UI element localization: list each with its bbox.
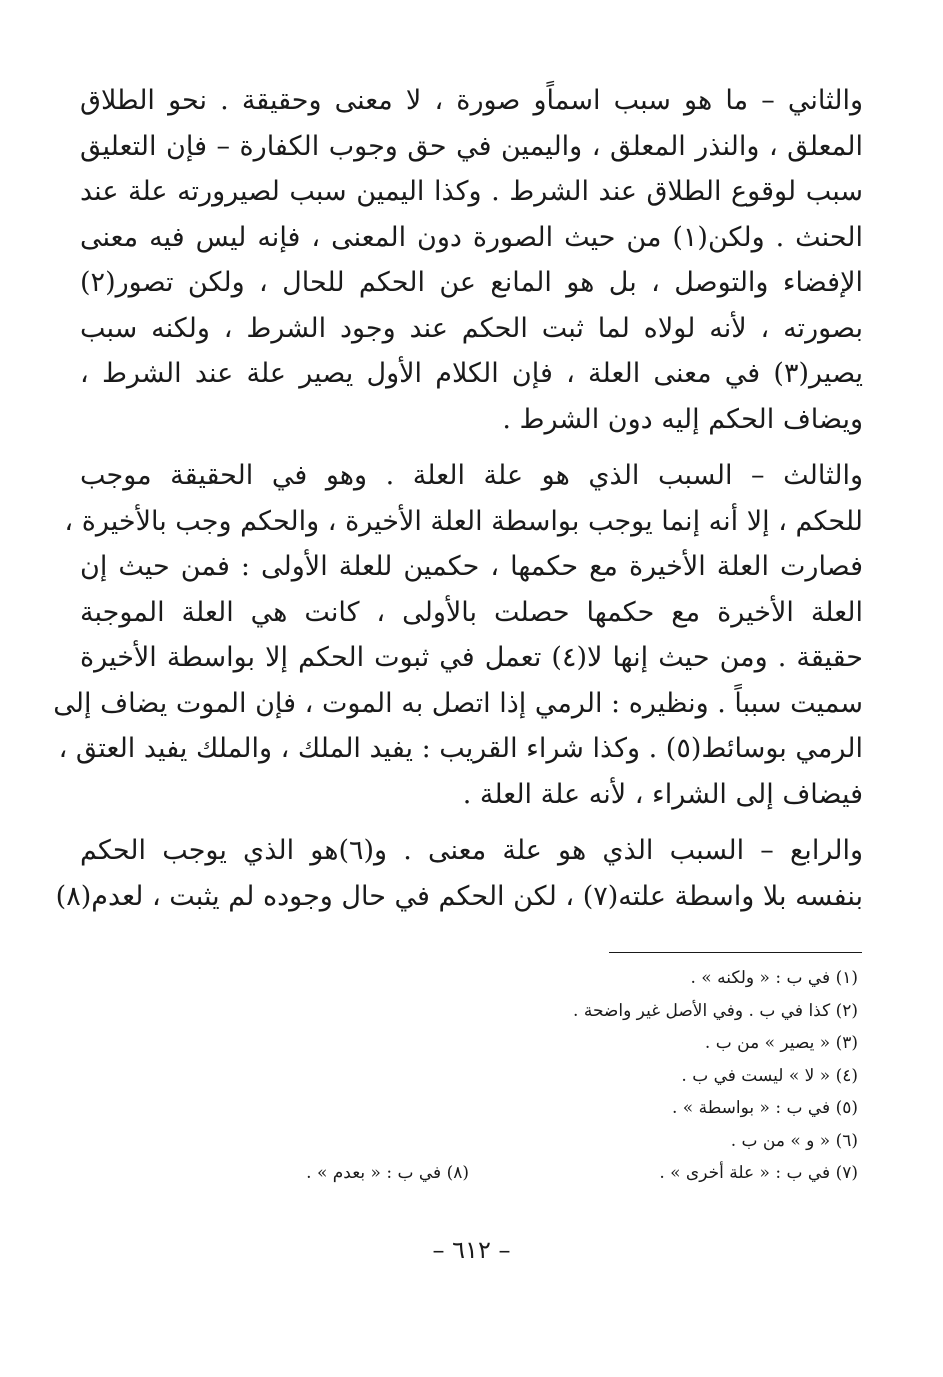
text-line: حقيقة . ومن حيث إنها لا(٤) تعمل في ثبوت الحكم إلا بواسطة الأخيرة — [80, 642, 863, 673]
text-line: الإفضاء والتوصل ، بل هو المانع عن الحكم للحال ، ولكن تصور(٢) — [80, 267, 863, 298]
text-line: سميت سبباً . ونظيره : الرمي إذا اتصل به الموت ، فإن الموت يضاف إلى — [53, 687, 863, 719]
text-line: يصير(٣) في معنى العلة ، فإن الكلام الأول يصير علة عند الشرط ، — [80, 358, 863, 389]
footnote-3: (٣) « يصير » من ب . — [704, 1033, 858, 1053]
footnote-7: (٧) في ب : « علة أخرى » . — [659, 1163, 858, 1183]
paragraph-third-type — [53, 453, 863, 817]
paragraph-second-type — [80, 78, 863, 442]
text-line: العلة الأخيرة مع حكمها حصلت بالأولى ، كانت هي العلة الموجبة — [80, 596, 863, 628]
footnote-1: (١) في ب : « ولكنه » . — [690, 968, 858, 988]
paragraph-spacer — [80, 442, 863, 453]
footnote-row — [80, 1157, 858, 1190]
page-number: – ٦١٢ – — [432, 1236, 511, 1264]
footnote-8: (٨) في ب : « بعدم » . — [306, 1163, 469, 1183]
text-line: بنفسه بلا واسطة علته(٧) ، لكن الحكم في حال وجوده لم يثبت ، لعدم(٨) — [55, 880, 863, 912]
text-line: الحنث . ولكن(١) من حيث الصورة دون المعنى ، فإنه ليس فيه معنى — [80, 221, 863, 253]
footnotes — [80, 962, 858, 1190]
text-line: سبب لوقوع الطلاق عند الشرط . وكذا اليمين سبب لصيرورته علة عند — [80, 176, 863, 207]
text-line: بصورته ، لأنه لولاه لما ثبت الحكم عند وجود الشرط ، ولكنه سبب — [80, 312, 863, 344]
text-line: للحكم ، إلا أنه إنما يوجب بواسطة العلة الأخيرة ، والحكم وجب بالأخيرة ، — [64, 505, 863, 537]
paragraph-fourth-type — [55, 828, 863, 919]
footnote-divider — [609, 952, 862, 953]
text-line: ويضاف الحكم إليه دون الشرط . — [502, 403, 863, 435]
footnote-2: (٢) كذا في ب . وفي الأصل غير واضحة . — [573, 1000, 858, 1021]
text-line: فيضاف إلى الشراء ، لأنه علة العلة . — [462, 778, 863, 810]
text-line: والثاني – ما هو سبب اسماً‌و صورة ، لا معنى وحقيقة . نحو الطلاق — [80, 85, 863, 116]
text-line: فصارت العلة الأخيرة مع حكمها ، حكمين للعلة الأولى : فمن حيث إن — [80, 551, 863, 582]
main-text — [53, 78, 863, 919]
text-line: الرمي بوسائط(٥) . وكذا شراء القريب : يفيد الملك ، والملك يفيد العتق ، — [58, 733, 863, 764]
text-line: والثالث – السبب الذي هو علة العلة . وهو في الحقيقة موجب — [80, 460, 863, 491]
text-line: والرابع – السبب الذي هو علة معنى . و(٦)هو الذي يوجب الحكم — [80, 835, 863, 866]
footnote-4: (٤) « لا » ليست في ب . — [681, 1065, 858, 1086]
paragraph-spacer — [80, 817, 863, 828]
text-line: المعلق ، والنذر المعلق ، واليمين في حق وجوب الكفارة – فإن التعليق — [80, 130, 863, 162]
footnote-6: (٦) « و » من ب . — [730, 1130, 858, 1151]
footnote-5: (٥) في ب : « بواسطة » . — [671, 1098, 858, 1118]
